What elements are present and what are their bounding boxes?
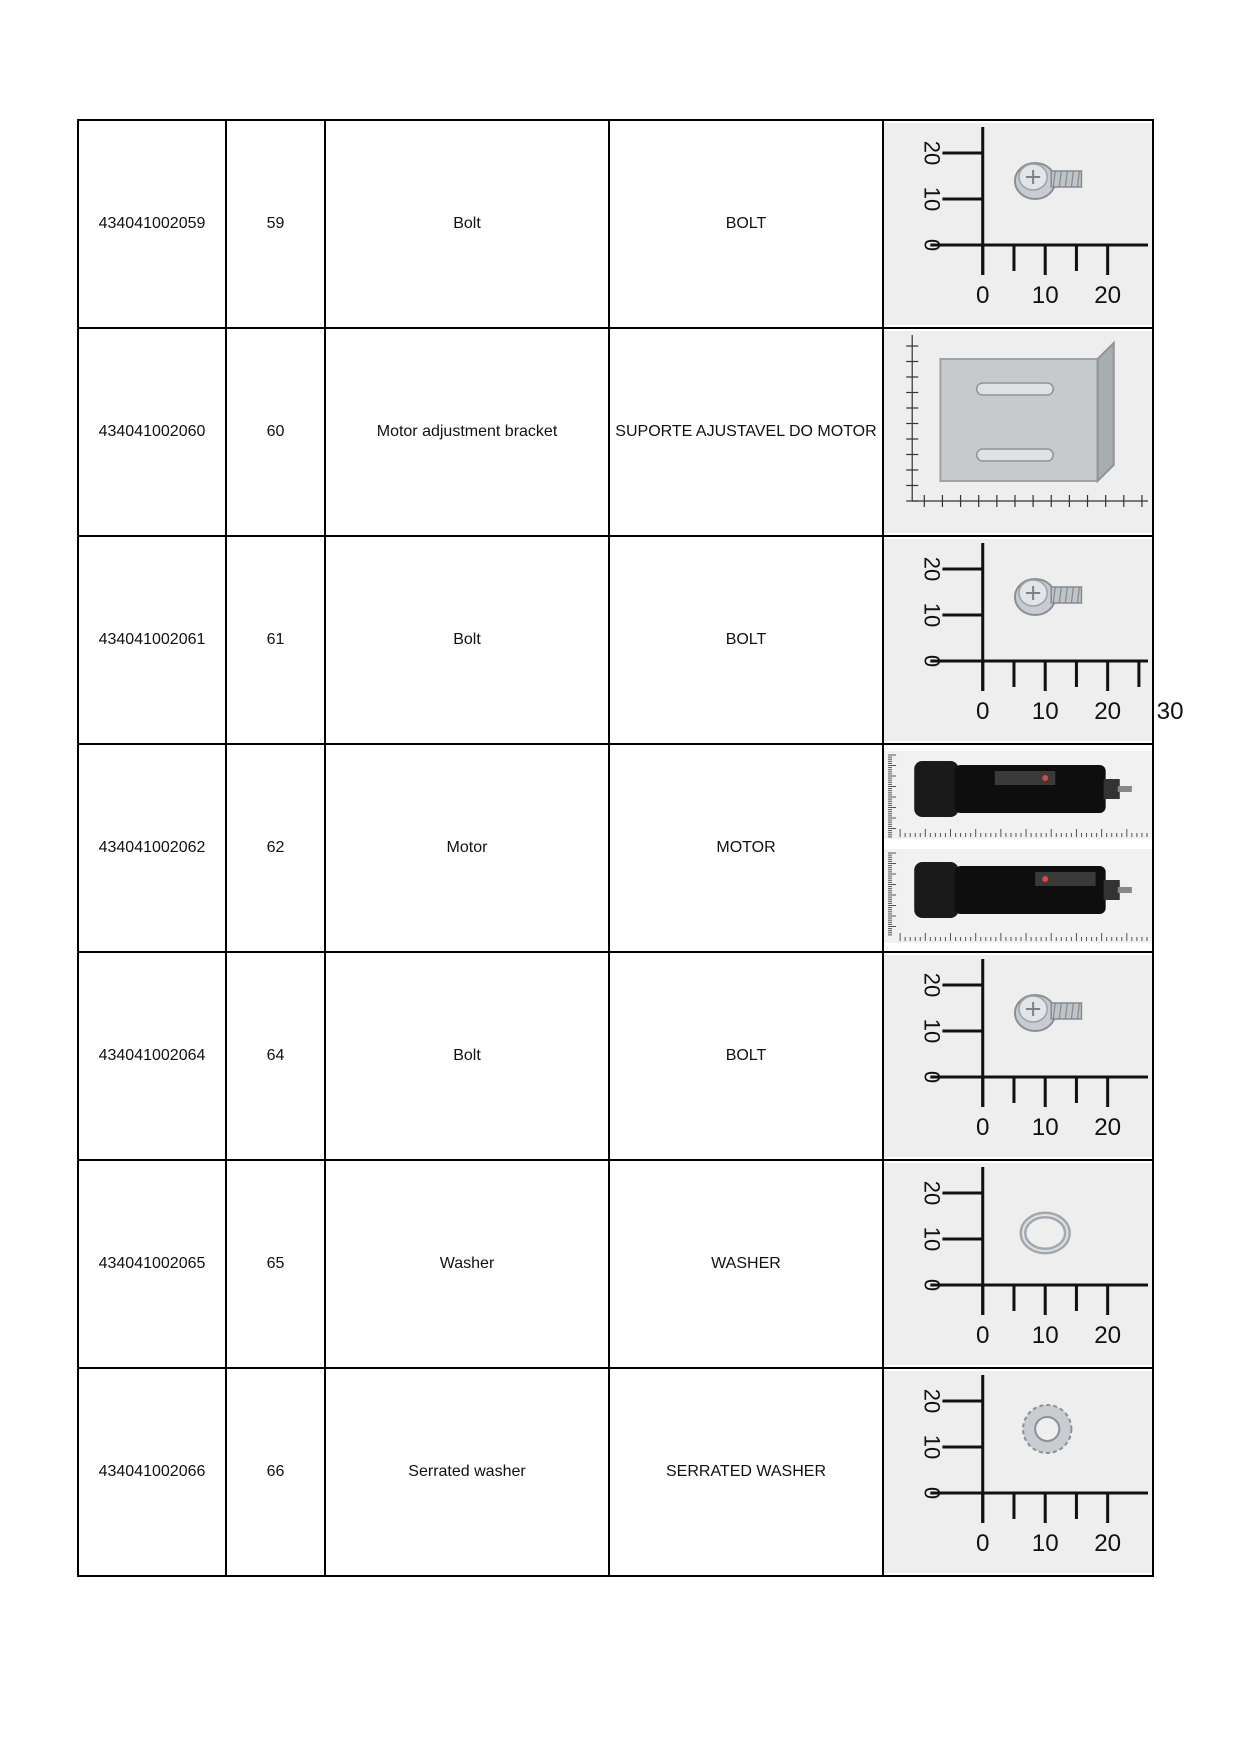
name-pt-cell: SUPORTE AJUSTAVEL DO MOTOR xyxy=(609,328,883,536)
x-tick-label: 10 xyxy=(1031,1530,1059,1557)
x-tick-label: 20 xyxy=(1094,698,1122,725)
y-tick-label: 20 xyxy=(919,1180,945,1206)
table-row xyxy=(78,120,1153,328)
motor-icon xyxy=(914,862,1132,918)
name-pt-cell: SERRATED WASHER xyxy=(609,1368,883,1576)
part-photo xyxy=(884,1371,1152,1573)
position-cell: 66 xyxy=(226,1368,325,1576)
name-pt-cell: BOLT xyxy=(609,120,883,328)
x-tick-label: 0 xyxy=(976,282,990,309)
y-tick-label: 10 xyxy=(919,1434,945,1460)
part-photo-cell xyxy=(883,328,1153,536)
x-tick-label: 0 xyxy=(976,1322,990,1349)
name-pt-cell: WASHER xyxy=(609,1160,883,1368)
name-pt-cell: BOLT xyxy=(609,536,883,744)
part-photo xyxy=(884,539,1184,741)
part-photo-cell xyxy=(883,1368,1153,1576)
part-photo-cell xyxy=(883,1160,1153,1368)
y-tick-label: 10 xyxy=(919,602,945,628)
table-row xyxy=(78,952,1153,1160)
x-tick-label: 20 xyxy=(1094,1114,1122,1141)
y-tick-label: 10 xyxy=(919,1018,945,1044)
part-number-cell: 434041002065 xyxy=(78,1160,226,1368)
y-tick-label: 0 xyxy=(919,1278,945,1292)
part-number-cell: 434041002064 xyxy=(78,952,226,1160)
name-en-cell: Serrated washer xyxy=(325,1368,609,1576)
part-photo xyxy=(884,747,1152,949)
x-tick-label: 20 xyxy=(1094,282,1122,309)
x-tick-label: 20 xyxy=(1094,1530,1122,1557)
table-row xyxy=(78,536,1153,744)
parts-table xyxy=(77,119,1184,1577)
part-photo xyxy=(884,331,1152,533)
x-tick-label: 10 xyxy=(1031,698,1059,725)
name-en-cell: Bolt xyxy=(325,952,609,1160)
part-photo xyxy=(884,955,1152,1157)
x-tick-label: 10 xyxy=(1031,1322,1059,1349)
y-tick-label: 0 xyxy=(919,1486,945,1500)
position-cell: 62 xyxy=(226,744,325,952)
y-tick-label: 10 xyxy=(919,186,945,212)
x-tick-label: 20 xyxy=(1094,1322,1122,1349)
y-tick-label: 10 xyxy=(919,1226,945,1252)
serrated-washer-icon xyxy=(1023,1405,1071,1453)
part-number-cell: 434041002059 xyxy=(78,120,226,328)
part-photo-cell xyxy=(883,952,1153,1160)
position-cell: 64 xyxy=(226,952,325,1160)
x-tick-label: 30 xyxy=(1156,698,1184,725)
y-tick-label: 20 xyxy=(919,972,945,998)
part-photo-cell xyxy=(883,536,1184,744)
name-pt-cell: MOTOR xyxy=(609,744,883,952)
position-cell: 61 xyxy=(226,536,325,744)
motor-icon xyxy=(914,761,1132,817)
part-photo xyxy=(884,1163,1152,1365)
part-number-cell: 434041002060 xyxy=(78,328,226,536)
position-cell: 59 xyxy=(226,120,325,328)
part-photo-cell xyxy=(883,744,1153,952)
x-tick-label: 10 xyxy=(1031,1114,1059,1141)
table-row xyxy=(78,744,1153,952)
bracket-icon xyxy=(940,343,1113,481)
table-row xyxy=(78,1160,1153,1368)
name-en-cell: Bolt xyxy=(325,120,609,328)
x-tick-label: 0 xyxy=(976,1530,990,1557)
y-tick-label: 20 xyxy=(919,556,945,582)
y-tick-label: 0 xyxy=(919,654,945,668)
part-number-cell: 434041002062 xyxy=(78,744,226,952)
x-tick-label: 10 xyxy=(1031,282,1059,309)
x-tick-label: 0 xyxy=(976,698,990,725)
y-tick-label: 0 xyxy=(919,1070,945,1084)
name-en-cell: Motor xyxy=(325,744,609,952)
y-tick-label: 0 xyxy=(919,238,945,252)
table-row xyxy=(78,1368,1153,1576)
position-cell: 65 xyxy=(226,1160,325,1368)
part-photo-cell xyxy=(883,120,1153,328)
y-tick-label: 20 xyxy=(919,1388,945,1414)
part-number-cell: 434041002061 xyxy=(78,536,226,744)
table-row xyxy=(78,328,1153,536)
name-en-cell: Bolt xyxy=(325,536,609,744)
parts-table-body xyxy=(78,120,1184,1576)
x-tick-label: 0 xyxy=(976,1114,990,1141)
y-tick-label: 20 xyxy=(919,140,945,166)
part-number-cell: 434041002066 xyxy=(78,1368,226,1576)
part-photo xyxy=(884,123,1152,325)
name-en-cell: Washer xyxy=(325,1160,609,1368)
position-cell: 60 xyxy=(226,328,325,536)
name-en-cell: Motor adjustment bracket xyxy=(325,328,609,536)
name-pt-cell: BOLT xyxy=(609,952,883,1160)
